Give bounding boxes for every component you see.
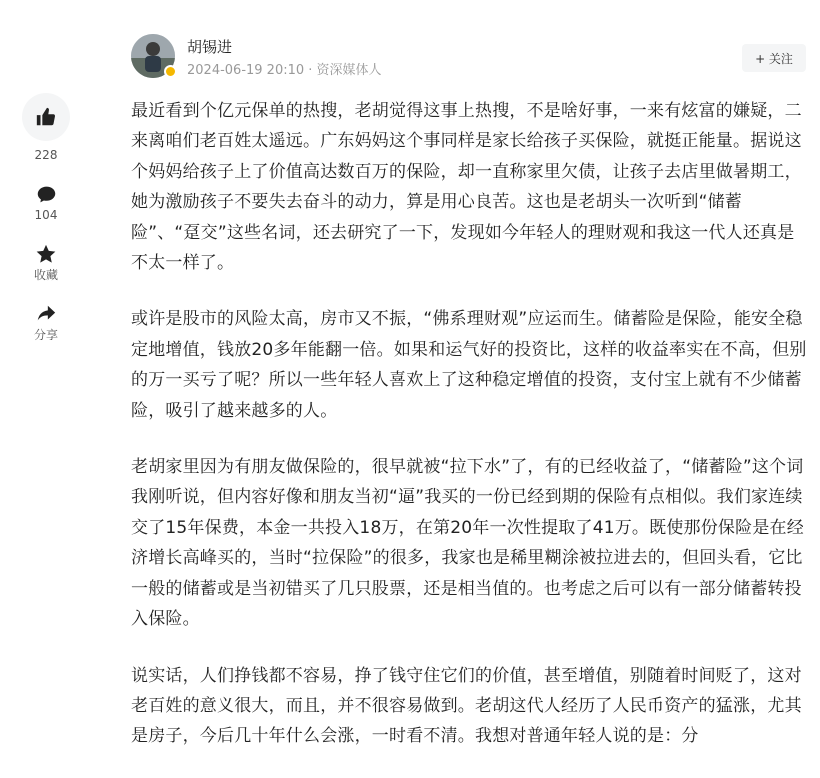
article-paragraph: 说实话，人们挣钱都不容易，挣了钱守住它们的价值，甚至增值，别随着时间贬了，这对老百姓的意义很大，而且，并不很容易做到。老胡这代人经历了人民币资产的猛涨，尤其是房子，今后几十年什么会涨，一时看不清。我想对普通年轻人说的是：分 bbox=[131, 665, 802, 747]
verified-badge bbox=[164, 65, 177, 78]
share-button[interactable] bbox=[22, 301, 70, 343]
follow-button[interactable]: + 关注 bbox=[742, 44, 806, 72]
article-paragraph: 或许是股市的风险太高，房市又不振，“佛系理财观”应运而生。储蓄险是保险，能安全稳定地增值，钱放20多年能翻一倍。如果和运气好的投资比，这样的收益率实在不高，但别的万一买亏了呢？所以一些年轻人喜欢上了这种稳定增值的投资，支付宝上就有不少储蓄险，吸引了越来越多的人。 bbox=[131, 309, 807, 421]
comment-icon bbox=[36, 184, 57, 205]
comment-button[interactable] bbox=[22, 181, 70, 223]
like-button[interactable] bbox=[22, 93, 70, 163]
article-paragraph: 最近看到个亿元保单的热搜，老胡觉得这事上热搜，不是啥好事，一来有炫富的嫌疑，二来离咱们老百姓太遥远。广东妈妈这个事同样是家长给孩子买保险，就挺正能量。据说这个妈妈给孩子上了价值高达数百万的保险，却一直称家里欠债，让孩子去店里做暑期工，她为激励孩子不要失去奋斗的动力，算是用心良苦。这也是老胡头一次听到“储蓄险”、“趸交”这些名词，还去研究了一下，发现如今年轻人的理财观和我这一代人还真是不太一样了。 bbox=[131, 101, 802, 274]
favorite-label: 收藏 bbox=[33, 268, 58, 282]
favorite-button[interactable] bbox=[22, 241, 70, 283]
article-paragraph: 老胡家里因为有朋友做保险的，很早就被“拉下水”了，有的已经收益了，“储蓄险”这个词我刚听说，但内容好像和朋友当初“逼”我买的一份已经到期的保险有点相似。我们家连续交了15年保费，本金一共投入18万，在第20年一次性提取了41万。既使那份保险是在经济增长高峰买的，当时“拉保险”的很多，我家也是稀里糊涂被拉进去的，但回头看，它比一般的储蓄或是当初错买了几只股票，还是相当值的。也考虑之后可以有一部分储蓄转投入保险。 bbox=[131, 457, 804, 630]
action-rail bbox=[22, 93, 70, 361]
article-header bbox=[131, 32, 806, 80]
like-count: 228 bbox=[34, 148, 58, 162]
author-name[interactable]: 胡锡进 bbox=[187, 38, 233, 56]
author-meta: 2024-06-19 20:10 · 资深媒体人 bbox=[187, 63, 382, 78]
thumbs-up-icon bbox=[35, 106, 57, 128]
article-body bbox=[131, 96, 811, 778]
share-icon bbox=[35, 303, 57, 325]
star-icon bbox=[35, 243, 57, 265]
comment-count: 104 bbox=[34, 208, 58, 222]
share-label: 分享 bbox=[33, 328, 58, 342]
